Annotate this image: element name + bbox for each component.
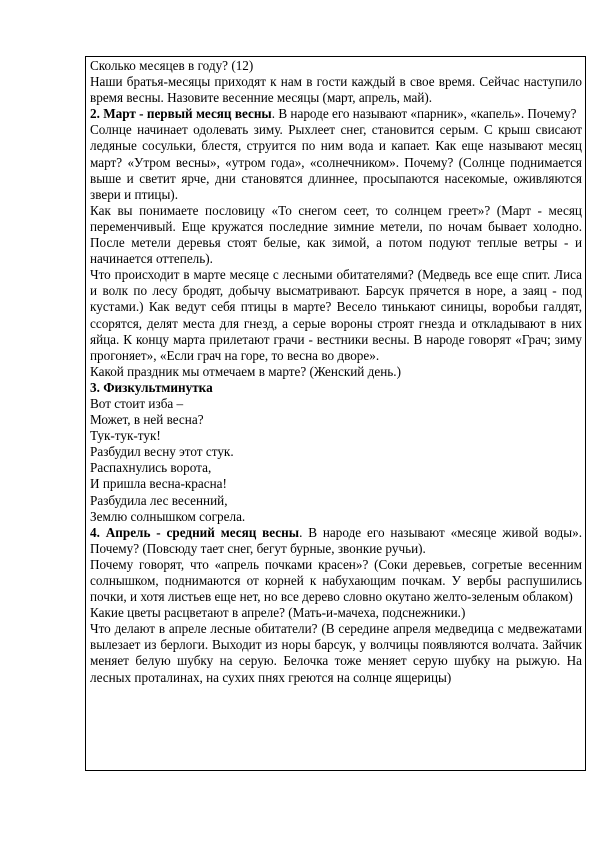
poem-line: Разбудила лес весенний, [90, 492, 228, 508]
poem-line: Распахнулись ворота, [90, 460, 212, 476]
march-paragraph-1: Солнце начинает одолевать зиму. Рыхлеет снег, становится серым. С крыш свисают ледяные сосульки, блестя, струится по ним вода и капает. Как еще называют месяц март? «Утром весны», «утром года», «солнечником». Почему? (Солнце поднимается выше и светит ярче, дни становятся длиннее, просыпаются насекомые, оживляются звери и птицы). [90, 122, 582, 202]
april-heading-paragraph [90, 525, 582, 557]
poem-line: Разбудил весну этот стук. [90, 444, 234, 460]
march-heading-rest: . В народе его называют «парник», «капель». Почему? [271, 106, 577, 122]
march-paragraph-3: Что происходит в марте месяце с лесными обитателями? (Медведь все еще спит. Лиса и волк по лесу бродят, добычу высматривают. Барсук прячется в норе, а заяц - под кустами.) Как ведут себя птицы в марте? Весело тинькают синицы, воробьи галдят, ссорятся, делят места для гнезд, а серые вороны строят гнезда и откладывают в них яйца. К концу марта прилетают грачи - вестники весны. В народе говорят «Грач; зиму прогоняет», «Если грач на горе, то весна во дворе». [90, 267, 582, 363]
poem-line: Землю солнышком согрела. [90, 508, 246, 524]
exercise-heading: 3. Физкультминутка [90, 379, 213, 395]
poem-line: И пришла весна-красна! [90, 476, 227, 492]
april-heading-rest: . В народе его называют «месяце живой воды». Почему? (Повсюду тает снег, бегут бурные, звонкие ручьи). [90, 524, 583, 556]
march-paragraph-4: Какой праздник мы отмечаем в марте? (Женский день.) [90, 363, 401, 379]
march-heading-paragraph [90, 106, 582, 122]
march-heading: 2. Март - первый месяц весны [90, 106, 272, 122]
april-paragraph-2: Какие цветы расцветают в апреле? (Мать-и-мачеха, подснежники.) [90, 605, 466, 621]
document-frame [85, 56, 586, 771]
march-paragraph-2: Как вы понимаете пословицу «То снегом сеет, то солнцем греет»? (Март - месяц переменчивый. Еще кружатся последние зимние метели, по ночам бывает холодно. После метели деревья стоят белые, как зимой, а потом подуют теплые ветры - и начинается оттепель). [90, 202, 582, 267]
april-heading: 4. Апрель - средний месяц весны [90, 524, 300, 540]
question-months: Сколько месяцев в году? (12) [90, 58, 254, 73]
intro-paragraph: Наши братья-месяцы приходят к нам в гости каждый в свое время. Сейчас наступило время весны. Назовите весенние месяцы (март, апрель, май). [90, 74, 582, 106]
poem-line: Может, в ней весна? [90, 412, 204, 428]
april-paragraph-3: Что делают в апреле лесные обитатели? (В середине апреля медведица с медвежатами вылезает из берлоги. Выходит из норы барсук, у волчицы появляются волчата. Зайчик меняет белую шубку на серую. Белочка тоже меняет серую шубку на рыжую. На лесных проталинах, на сухих пнях греются на солнце ящерицы) [90, 621, 582, 685]
poem-line: Вот стоит изба – [90, 395, 184, 411]
poem-line: Тук-тук-тук! [90, 428, 161, 444]
april-paragraph-1: Почему говорят, что «апрель почками красен»? (Соки деревьев, согретые весенним солнышком, поднимаются от корней к набухающим почкам. У вербы распушились почки, и хотя листьев еще нет, но все дерево словно окутано желто-зеленым облаком) [90, 556, 582, 605]
